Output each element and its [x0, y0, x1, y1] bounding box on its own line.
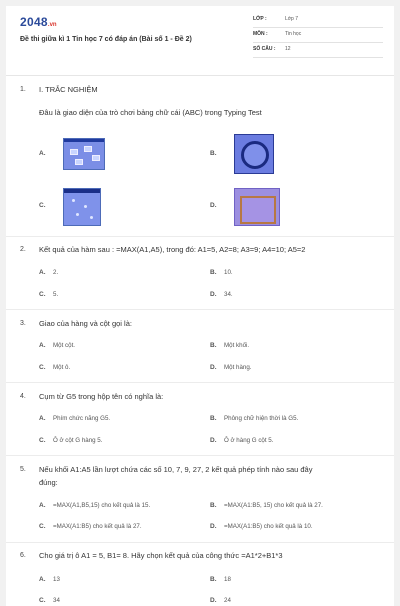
letter-block	[92, 155, 100, 161]
q1-option-b[interactable]	[210, 150, 224, 157]
bubble	[76, 213, 79, 216]
q1-option-a-image[interactable]	[63, 138, 105, 170]
option-text: Một hàng.	[224, 364, 252, 371]
meta-subject-row	[253, 29, 383, 43]
q5-text-line-2: đúng:	[39, 478, 58, 487]
option-text: =MAX(A1,B5,15) cho kết quả là 15.	[53, 502, 151, 509]
option-text: =MAX(A1:B5, 15) cho kết quả là 27.	[224, 502, 323, 509]
option-letter: B.	[210, 415, 217, 422]
question-divider	[6, 236, 394, 237]
option-text: Một ô.	[53, 364, 71, 371]
q2-text: Kết quả của hàm sau : =MAX(A1,A5), trong đó: A1=5, A2=8; A3=9; A4=10; A5=2	[39, 245, 306, 254]
option-letter: C.	[39, 597, 46, 604]
site-logo[interactable]	[20, 15, 57, 29]
option-letter: C.	[39, 291, 46, 298]
q4-option-c[interactable]	[39, 437, 102, 444]
option-text: 5.	[53, 291, 59, 298]
q3-option-d[interactable]	[210, 364, 252, 371]
q4-option-d[interactable]	[210, 437, 273, 444]
q3-number: 3.	[20, 320, 26, 327]
exam-header	[6, 6, 394, 68]
circle-game-ring	[241, 141, 269, 169]
letter-block	[70, 149, 78, 155]
option-text: Ô ở hàng G cột 5.	[224, 437, 274, 444]
q5-option-d[interactable]	[210, 523, 313, 530]
logo-number: 2048	[20, 15, 48, 29]
option-letter: A.	[39, 415, 46, 422]
window-titlebar	[64, 189, 100, 193]
exam-meta	[253, 14, 383, 59]
q5-option-c[interactable]	[39, 523, 142, 530]
q1-option-c[interactable]	[39, 202, 53, 209]
option-letter: C.	[39, 523, 46, 530]
q5-option-b[interactable]	[210, 502, 323, 509]
option-letter: B.	[210, 269, 217, 276]
option-text: 13	[53, 576, 60, 583]
q1-option-b-image[interactable]	[234, 134, 274, 174]
option-text: Phím chức năng G5.	[53, 415, 111, 422]
q6-option-d[interactable]	[210, 597, 231, 604]
option-text: =MAX(A1:B5) cho kết quả là 27.	[53, 523, 142, 530]
meta-count-value: 12	[285, 46, 291, 52]
option-text: 34	[53, 597, 60, 604]
option-letter: B.	[210, 150, 217, 157]
meta-class-label: LỚP :	[253, 16, 267, 22]
option-letter: A.	[39, 576, 46, 583]
option-letter: D.	[210, 364, 217, 371]
option-text: Ô ở cột G hàng 5.	[53, 437, 103, 444]
letter-block	[75, 159, 83, 165]
option-letter: C.	[39, 364, 46, 371]
header-divider	[6, 75, 394, 76]
option-text: 34.	[224, 291, 233, 298]
q2-option-c[interactable]	[39, 291, 58, 298]
option-text: 18	[224, 576, 231, 583]
meta-count-row	[253, 44, 383, 58]
meta-class-value: Lớp 7	[285, 16, 299, 22]
option-letter: D.	[210, 291, 217, 298]
q6-option-c[interactable]	[39, 597, 60, 604]
option-text: 2.	[53, 269, 59, 276]
bubble	[72, 199, 75, 202]
option-letter: B.	[210, 576, 217, 583]
letter-block	[84, 146, 92, 152]
meta-count-label: SỐ CÂU :	[253, 46, 276, 52]
window-titlebar	[64, 139, 104, 142]
exam-page	[6, 6, 394, 606]
q4-option-b[interactable]	[210, 415, 298, 422]
question-divider	[6, 382, 394, 383]
option-letter: D.	[210, 523, 217, 530]
option-text: Phông chữ hiện thời là G5.	[224, 415, 299, 422]
meta-subject-value: Tin học	[285, 31, 302, 37]
option-letter: A.	[39, 269, 46, 276]
q3-text: Giao của hàng và cột gọi là:	[39, 319, 132, 328]
option-letter: C.	[39, 202, 46, 209]
q3-option-c[interactable]	[39, 364, 70, 371]
q5-option-a[interactable]	[39, 502, 150, 509]
option-text: =MAX(A1:B5) cho kết quả là 10.	[224, 523, 313, 530]
meta-subject-label: MÔN :	[253, 31, 268, 37]
game-frame	[240, 196, 276, 224]
meta-class-row	[253, 14, 383, 28]
option-letter: A.	[39, 502, 46, 509]
q2-option-b[interactable]	[210, 269, 233, 276]
q3-option-a[interactable]	[39, 342, 75, 349]
bubble	[90, 216, 93, 219]
q1-option-d[interactable]	[210, 202, 224, 209]
q6-option-a[interactable]	[39, 576, 60, 583]
q2-option-d[interactable]	[210, 291, 233, 298]
q4-text: Cụm từ G5 trong hộp tên có nghĩa là:	[39, 392, 164, 401]
question-divider	[6, 455, 394, 456]
q5-number: 5.	[20, 466, 26, 473]
option-letter: B.	[210, 342, 217, 349]
q1-option-d-image[interactable]	[234, 188, 280, 226]
q1-section: I. TRẮC NGHIỆM	[39, 85, 98, 94]
q4-option-a[interactable]	[39, 415, 110, 422]
q5-text-line-1: Nếu khối A1:A5 lần lượt chứa các số 10, 7, 9, 27, 2 kết quả phép tính nào sau đây	[39, 465, 313, 474]
bubble	[84, 205, 87, 208]
q2-number: 2.	[20, 246, 26, 253]
q1-option-c-image[interactable]	[63, 188, 101, 226]
q1-option-a[interactable]	[39, 150, 53, 157]
q6-number: 6.	[20, 552, 26, 559]
q1-number: 1.	[20, 86, 26, 93]
option-text: Một cột.	[53, 342, 76, 349]
q2-option-a[interactable]	[39, 269, 58, 276]
question-divider	[6, 309, 394, 310]
q1-text: Đâu là giao diện của trò chơi bảng chữ cái (ABC) trong Typing Test	[39, 108, 262, 117]
option-text: Một khối.	[224, 342, 250, 349]
logo-suffix: .vn	[47, 22, 57, 28]
q3-option-b[interactable]	[210, 342, 249, 349]
q4-number: 4.	[20, 393, 26, 400]
option-text: 24	[224, 597, 231, 604]
option-letter: D.	[210, 437, 217, 444]
question-divider	[6, 542, 394, 543]
q6-option-b[interactable]	[210, 576, 231, 583]
option-letter: C.	[39, 437, 46, 444]
option-letter: D.	[210, 202, 217, 209]
exam-title: Đề thi giữa kì 1 Tin học 7 có đáp án (Bài số 1 - Đề 2)	[20, 36, 192, 43]
option-letter: D.	[210, 597, 217, 604]
option-text: 10.	[224, 269, 233, 276]
option-letter: A.	[39, 150, 46, 157]
q6-text: Cho giá trị ô A1 = 5, B1= 8. Hãy chọn kết quả của công thức =A1*2+B1*3	[39, 551, 283, 560]
option-letter: B.	[210, 502, 217, 509]
option-letter: A.	[39, 342, 46, 349]
